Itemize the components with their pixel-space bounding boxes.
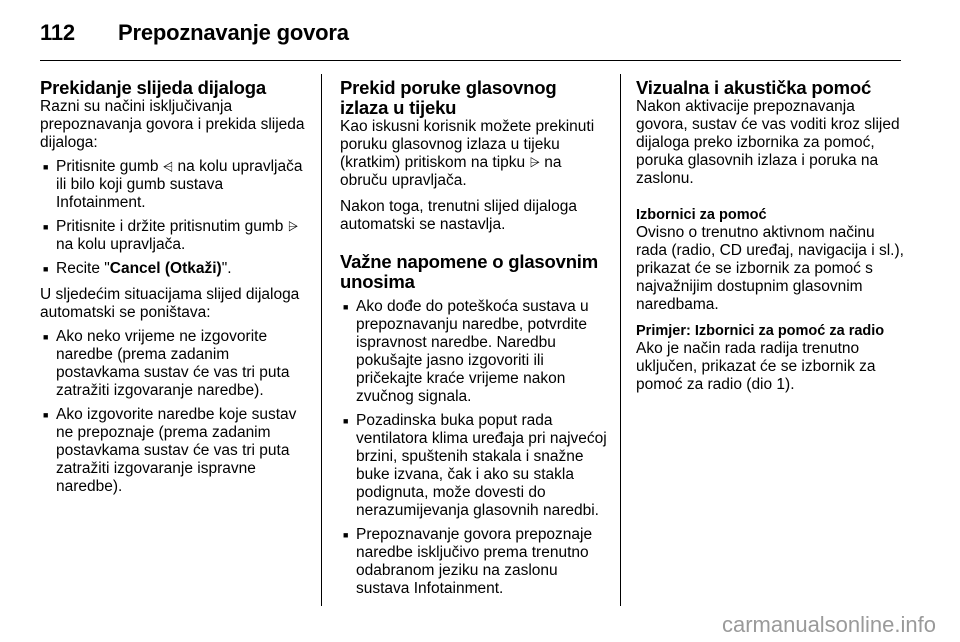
section-heading-interrupt-output: Prekid poruke glasovnog izlaza u tijeku <box>340 77 557 118</box>
paragraph: Ovisno o trenutno aktivnom načinu rada (radio, CD uređaj, navigacija i sl.), prikazat će se izbornik za pomoć s najvažnijim dostupnim glasovnim naredbama. <box>636 224 904 313</box>
voice-icon: ⩥ <box>529 155 540 170</box>
paragraph-text: na obruču upravljača. <box>340 154 562 189</box>
paragraph: Nakon toga, trenutni slijed dijaloga automatski se nastavlja. <box>340 198 577 233</box>
page-header <box>40 20 349 46</box>
column-left <box>40 78 312 496</box>
list-item: ■ Ako neko vrijeme ne izgovorite naredbe (prema zadanim postavkama sustav će vas tri puta zatražiti izgovaranje naredbe). <box>40 328 312 400</box>
list-item: ■ Pozadinska buka poput rada ventilatora klima uređaja pri najvećoj brzini, spuštenih stakala i snažne buke izvana, čak i ako su stakla podignuta, može dovesti do nerazumijevanja glasovnih naredbi. <box>340 412 608 520</box>
list-item-text: ". <box>221 260 232 277</box>
subheading-help-menus: Izbornici za pomoć <box>636 207 767 223</box>
voice-icon: ⩥ <box>287 219 299 234</box>
paragraph <box>340 118 608 190</box>
column-divider-2 <box>620 74 621 606</box>
paragraph: Razni su načini isključivanja prepoznavanja govora i prekida slijeda dijaloga: <box>40 98 305 151</box>
list-item <box>40 260 312 278</box>
list-item: ■ Ako izgovorite naredbe koje sustav ne prepoznaje (prema zadanim postavkama sustav će vas tri puta zatražiti izgovaranje ispravne naredbe). <box>40 406 312 496</box>
paragraph-text: Kao iskusni korisnik možete prekinuti poruku glasovnog izlaza u tijeku (kratkim) pritiskom na tipku <box>340 118 595 171</box>
column-divider-1 <box>321 74 322 606</box>
section-heading-cancel-dialog: Prekidanje slijeda dijaloga <box>40 77 266 98</box>
page-title: Prepoznavanje govora <box>118 20 349 45</box>
section-heading-visual-help: Vizualna i akustička pomoć <box>636 77 872 98</box>
list-item-text: Pritisnite gumb <box>56 158 159 175</box>
subheading-radio-example: Primjer: Izbornici za pomoć za radio <box>636 323 885 339</box>
list-item-text: Pritisnite i držite pritisnutim gumb <box>56 218 284 235</box>
list-item-text: Recite " <box>56 260 110 277</box>
list-item <box>40 218 312 254</box>
paragraph: U sljedećim situacijama slijed dijaloga automatski se poništava: <box>40 286 300 321</box>
list-item-text: na kolu upravljača. <box>56 236 186 253</box>
list-item-text: na kolu upravljača ili bilo koji gumb sustava Infotainment. <box>56 158 303 211</box>
paragraph: Ako je način rada radija trenutno uključen, prikazat će se izbornik za pomoć za radio (dio 1). <box>636 340 876 393</box>
page-number: 112 <box>40 20 75 45</box>
list-item: ■ Prepoznavanje govora prepoznaje naredbe isključivo prema trenutno odabranom jeziku na zaslonu sustava Infotainment. <box>340 526 608 598</box>
voice-off-icon: ⩤ <box>162 159 174 174</box>
column-right <box>636 78 908 394</box>
command-text: Cancel (Otkaži) <box>109 260 222 277</box>
section-heading-voice-notes: Važne napomene o glasovnim unosima <box>340 251 598 292</box>
header-rule <box>40 60 901 61</box>
list-item <box>40 158 312 212</box>
paragraph: Nakon aktivacije prepoznavanja govora, sustav će vas voditi kroz slijed dijaloga preko izbornika za pomoć, poruka glasovnih izlaza i poruka na zaslonu. <box>636 98 900 187</box>
watermark: carmanualsonline.info <box>721 612 936 637</box>
column-middle <box>340 78 608 598</box>
list-item: ■ Ako dođe do poteškoća sustava u prepoznavanju naredbe, potvrdite ispravnost naredbe. Naredbu pokušajte jasno izgovoriti ili pričekajte kraće vrijeme nakon zvučnog signala. <box>340 298 608 406</box>
